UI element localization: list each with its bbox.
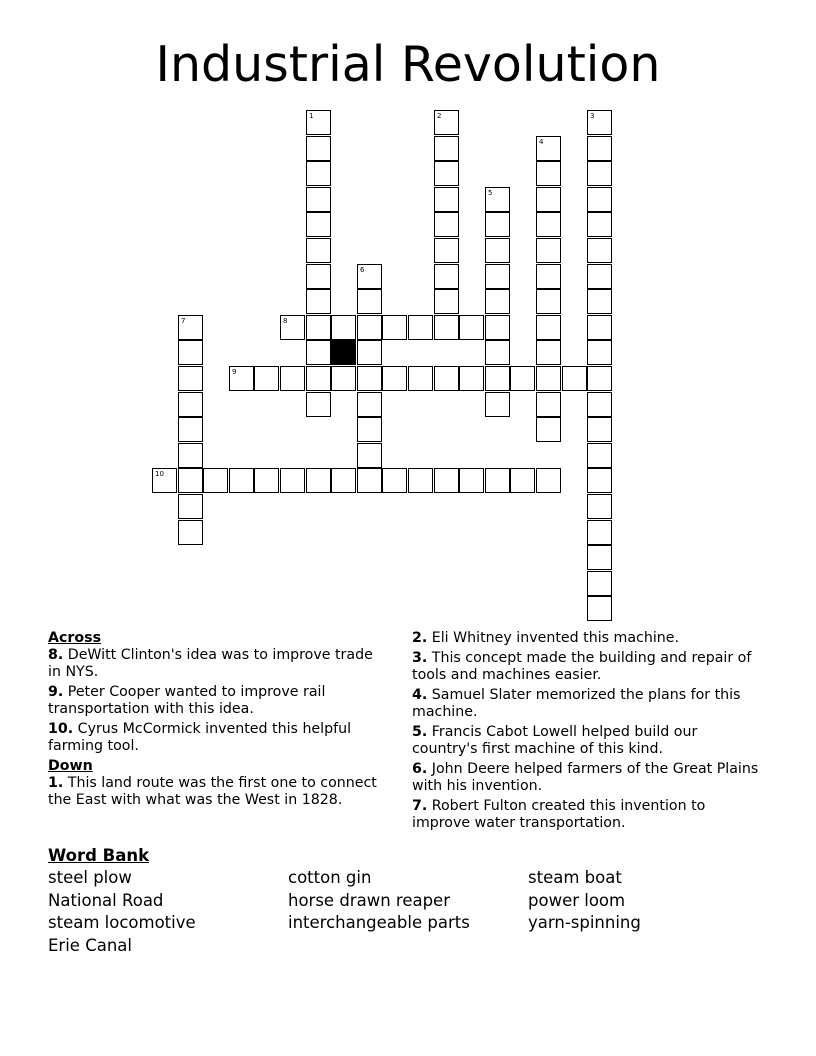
clue-text: Eli Whitney invented this machine. <box>431 630 680 646</box>
grid-cell[interactable] <box>587 392 612 417</box>
clue-across-10 <box>48 721 388 755</box>
grid-cell[interactable] <box>229 468 254 493</box>
grid-cell[interactable] <box>485 264 510 289</box>
grid-cell[interactable] <box>408 468 433 493</box>
grid-cell[interactable] <box>178 494 203 519</box>
grid-cell[interactable] <box>485 468 510 493</box>
clue-down-1 <box>48 775 388 809</box>
grid-cell[interactable] <box>536 417 561 442</box>
grid-cell[interactable] <box>536 366 561 391</box>
clue-number: 7. <box>412 798 428 814</box>
word-bank-item: power loom <box>528 890 626 910</box>
grid-cell[interactable] <box>306 366 331 391</box>
clue-text: Francis Cabot Lowell helped build our country's first machine of this kind. <box>412 724 698 757</box>
grid-cell[interactable] <box>536 187 561 212</box>
grid-cell[interactable] <box>587 571 612 596</box>
clue-text: Peter Cooper wanted to improve rail transportation with this idea. <box>48 684 326 717</box>
word-bank-item: yarn-spinning <box>528 913 641 932</box>
clue-down-5 <box>412 724 762 758</box>
grid-cell[interactable] <box>306 264 331 289</box>
grid-cell[interactable] <box>587 187 612 212</box>
grid-cell[interactable] <box>331 468 356 493</box>
grid-cell[interactable] <box>306 340 331 365</box>
clue-text: This land route was the first one to connect the East with what was the West in 1828. <box>48 775 377 808</box>
word-bank-list <box>48 868 768 956</box>
grid-cell[interactable] <box>536 161 561 186</box>
down-heading: Down <box>48 758 93 774</box>
grid-cell[interactable] <box>357 468 382 493</box>
grid-cell[interactable] <box>434 289 459 314</box>
grid-cell[interactable] <box>357 443 382 468</box>
grid-cell[interactable] <box>434 315 459 340</box>
grid-cell[interactable] <box>306 392 331 417</box>
cell-number: 7 <box>181 317 186 325</box>
grid-cell[interactable] <box>485 187 510 212</box>
blocked-cell <box>331 340 356 365</box>
grid-cell[interactable] <box>587 443 612 468</box>
grid-cell[interactable] <box>306 161 331 186</box>
grid-cell[interactable] <box>536 468 561 493</box>
cell-number: 5 <box>488 189 493 197</box>
grid-cell[interactable] <box>485 289 510 314</box>
cell-number: 4 <box>539 138 544 146</box>
grid-cell[interactable] <box>178 315 203 340</box>
grid-cell[interactable] <box>536 136 561 161</box>
clue-down-6 <box>412 761 762 795</box>
grid-cell[interactable] <box>459 366 484 391</box>
grid-cell[interactable] <box>408 366 433 391</box>
clue-number: 5. <box>412 724 428 740</box>
grid-cell[interactable] <box>178 443 203 468</box>
grid-cell[interactable] <box>434 366 459 391</box>
grid-cell[interactable] <box>485 238 510 263</box>
grid-cell[interactable] <box>382 315 407 340</box>
clue-text: Cyrus McCormick invented this helpful farming tool. <box>48 721 352 754</box>
puzzle-title: Industrial Revolution <box>155 36 661 93</box>
clue-number: 6. <box>412 761 428 777</box>
grid-cell[interactable] <box>178 392 203 417</box>
grid-cell[interactable] <box>254 468 279 493</box>
clue-number: 1. <box>48 775 64 791</box>
grid-cell[interactable] <box>587 596 612 621</box>
grid-cell[interactable] <box>357 340 382 365</box>
grid-cell[interactable] <box>587 264 612 289</box>
clue-number: 3. <box>412 650 428 666</box>
grid-cell[interactable] <box>434 238 459 263</box>
grid-cell[interactable] <box>357 366 382 391</box>
clue-text: John Deere helped farmers of the Great Plains with his invention. <box>412 761 759 794</box>
grid-cell[interactable] <box>306 315 331 340</box>
grid-cell[interactable] <box>306 110 331 135</box>
word-bank-item: cotton gin <box>288 868 372 887</box>
cell-number: 2 <box>437 112 442 120</box>
word-bank-item: steam boat <box>528 868 622 887</box>
clue-across-8 <box>48 647 388 681</box>
clue-number: 10. <box>48 721 74 737</box>
clues-right-column <box>412 630 762 835</box>
grid-cell[interactable] <box>229 366 254 391</box>
clue-number: 9. <box>48 684 64 700</box>
clue-number: 2. <box>412 630 428 646</box>
grid-cell[interactable] <box>357 315 382 340</box>
grid-cell[interactable] <box>587 315 612 340</box>
grid-cell[interactable] <box>178 366 203 391</box>
cell-number: 10 <box>155 470 164 478</box>
grid-cell[interactable] <box>459 315 484 340</box>
word-bank-item: steam locomotive <box>48 913 196 932</box>
grid-cell[interactable] <box>152 468 177 493</box>
grid-cell[interactable] <box>306 136 331 161</box>
grid-cell[interactable] <box>587 468 612 493</box>
grid-cell[interactable] <box>536 392 561 417</box>
clue-down-7 <box>412 798 762 832</box>
grid-cell[interactable] <box>408 315 433 340</box>
grid-cell[interactable] <box>178 520 203 545</box>
grid-cell[interactable] <box>510 366 535 391</box>
grid-cell[interactable] <box>306 212 331 237</box>
word-bank-item: horse drawn reaper <box>288 890 450 910</box>
grid-cell[interactable] <box>357 417 382 442</box>
clue-text: Samuel Slater memorized the plans for this machine. <box>412 687 741 720</box>
clue-text: Robert Fulton created this invention to improve water transportation. <box>412 798 706 831</box>
clue-down-2 <box>412 630 762 647</box>
clue-down-4 <box>412 687 762 721</box>
cell-number: 9 <box>232 368 237 376</box>
grid-cell[interactable] <box>382 468 407 493</box>
grid-cell[interactable] <box>434 187 459 212</box>
grid-cell[interactable] <box>587 110 612 135</box>
grid-cell[interactable] <box>459 468 484 493</box>
grid-cell[interactable] <box>306 187 331 212</box>
grid-cell[interactable] <box>357 264 382 289</box>
grid-cell[interactable] <box>485 315 510 340</box>
grid-cell[interactable] <box>536 315 561 340</box>
grid-cell[interactable] <box>536 264 561 289</box>
grid-cell[interactable] <box>357 392 382 417</box>
grid-cell[interactable] <box>587 238 612 263</box>
grid-cell[interactable] <box>485 340 510 365</box>
grid-cell[interactable] <box>587 161 612 186</box>
grid-cell[interactable] <box>306 289 331 314</box>
grid-cell[interactable] <box>485 212 510 237</box>
word-bank <box>48 846 768 956</box>
grid-cell[interactable] <box>434 110 459 135</box>
grid-cell[interactable] <box>536 212 561 237</box>
grid-cell[interactable] <box>587 136 612 161</box>
grid-cell[interactable] <box>562 366 587 391</box>
word-bank-heading: Word Bank <box>48 846 150 865</box>
clue-number: 8. <box>48 647 64 663</box>
grid-cell[interactable] <box>587 366 612 391</box>
grid-cell[interactable] <box>434 136 459 161</box>
grid-cell[interactable] <box>587 417 612 442</box>
grid-cell[interactable] <box>587 520 612 545</box>
grid-cell[interactable] <box>536 238 561 263</box>
grid-cell[interactable] <box>382 366 407 391</box>
grid-cell[interactable] <box>280 366 305 391</box>
grid-cell[interactable] <box>306 468 331 493</box>
clue-across-9 <box>48 684 388 718</box>
clue-down-3 <box>412 650 762 684</box>
grid-cell[interactable] <box>485 392 510 417</box>
across-heading: Across <box>48 630 102 646</box>
grid-cell[interactable] <box>434 161 459 186</box>
grid-cell[interactable] <box>331 366 356 391</box>
grid-cell[interactable] <box>536 340 561 365</box>
grid-cell[interactable] <box>434 212 459 237</box>
cell-number: 1 <box>309 112 314 120</box>
grid-cell[interactable] <box>587 545 612 570</box>
grid-cell[interactable] <box>434 468 459 493</box>
grid-cell[interactable] <box>178 340 203 365</box>
grid-cell[interactable] <box>306 238 331 263</box>
grid-cell[interactable] <box>357 289 382 314</box>
clue-text: DeWitt Clinton's idea was to improve trade in NYS. <box>48 647 373 680</box>
grid-cell[interactable] <box>178 417 203 442</box>
cell-number: 3 <box>590 112 595 120</box>
grid-cell[interactable] <box>587 289 612 314</box>
word-bank-item: steel plow <box>48 868 132 887</box>
grid-cell[interactable] <box>587 340 612 365</box>
cell-number: 8 <box>283 317 288 325</box>
grid-cell[interactable] <box>587 494 612 519</box>
grid-cell[interactable] <box>434 264 459 289</box>
grid-cell[interactable] <box>331 315 356 340</box>
grid-cell[interactable] <box>280 315 305 340</box>
grid-cell[interactable] <box>203 468 228 493</box>
grid-cell[interactable] <box>178 468 203 493</box>
word-bank-item: National Road <box>48 890 164 910</box>
grid-cell[interactable] <box>485 366 510 391</box>
grid-cell[interactable] <box>587 212 612 237</box>
clue-number: 4. <box>412 687 428 703</box>
word-bank-item: interchangeable parts <box>288 913 470 932</box>
clue-text: This concept made the building and repair of tools and machines easier. <box>412 650 752 683</box>
word-bank-item: Erie Canal <box>48 935 132 955</box>
grid-cell[interactable] <box>510 468 535 493</box>
grid-cell[interactable] <box>280 468 305 493</box>
cell-number: 6 <box>360 266 365 274</box>
grid-cell[interactable] <box>536 289 561 314</box>
clues-left-column <box>48 630 388 812</box>
grid-cell[interactable] <box>254 366 279 391</box>
